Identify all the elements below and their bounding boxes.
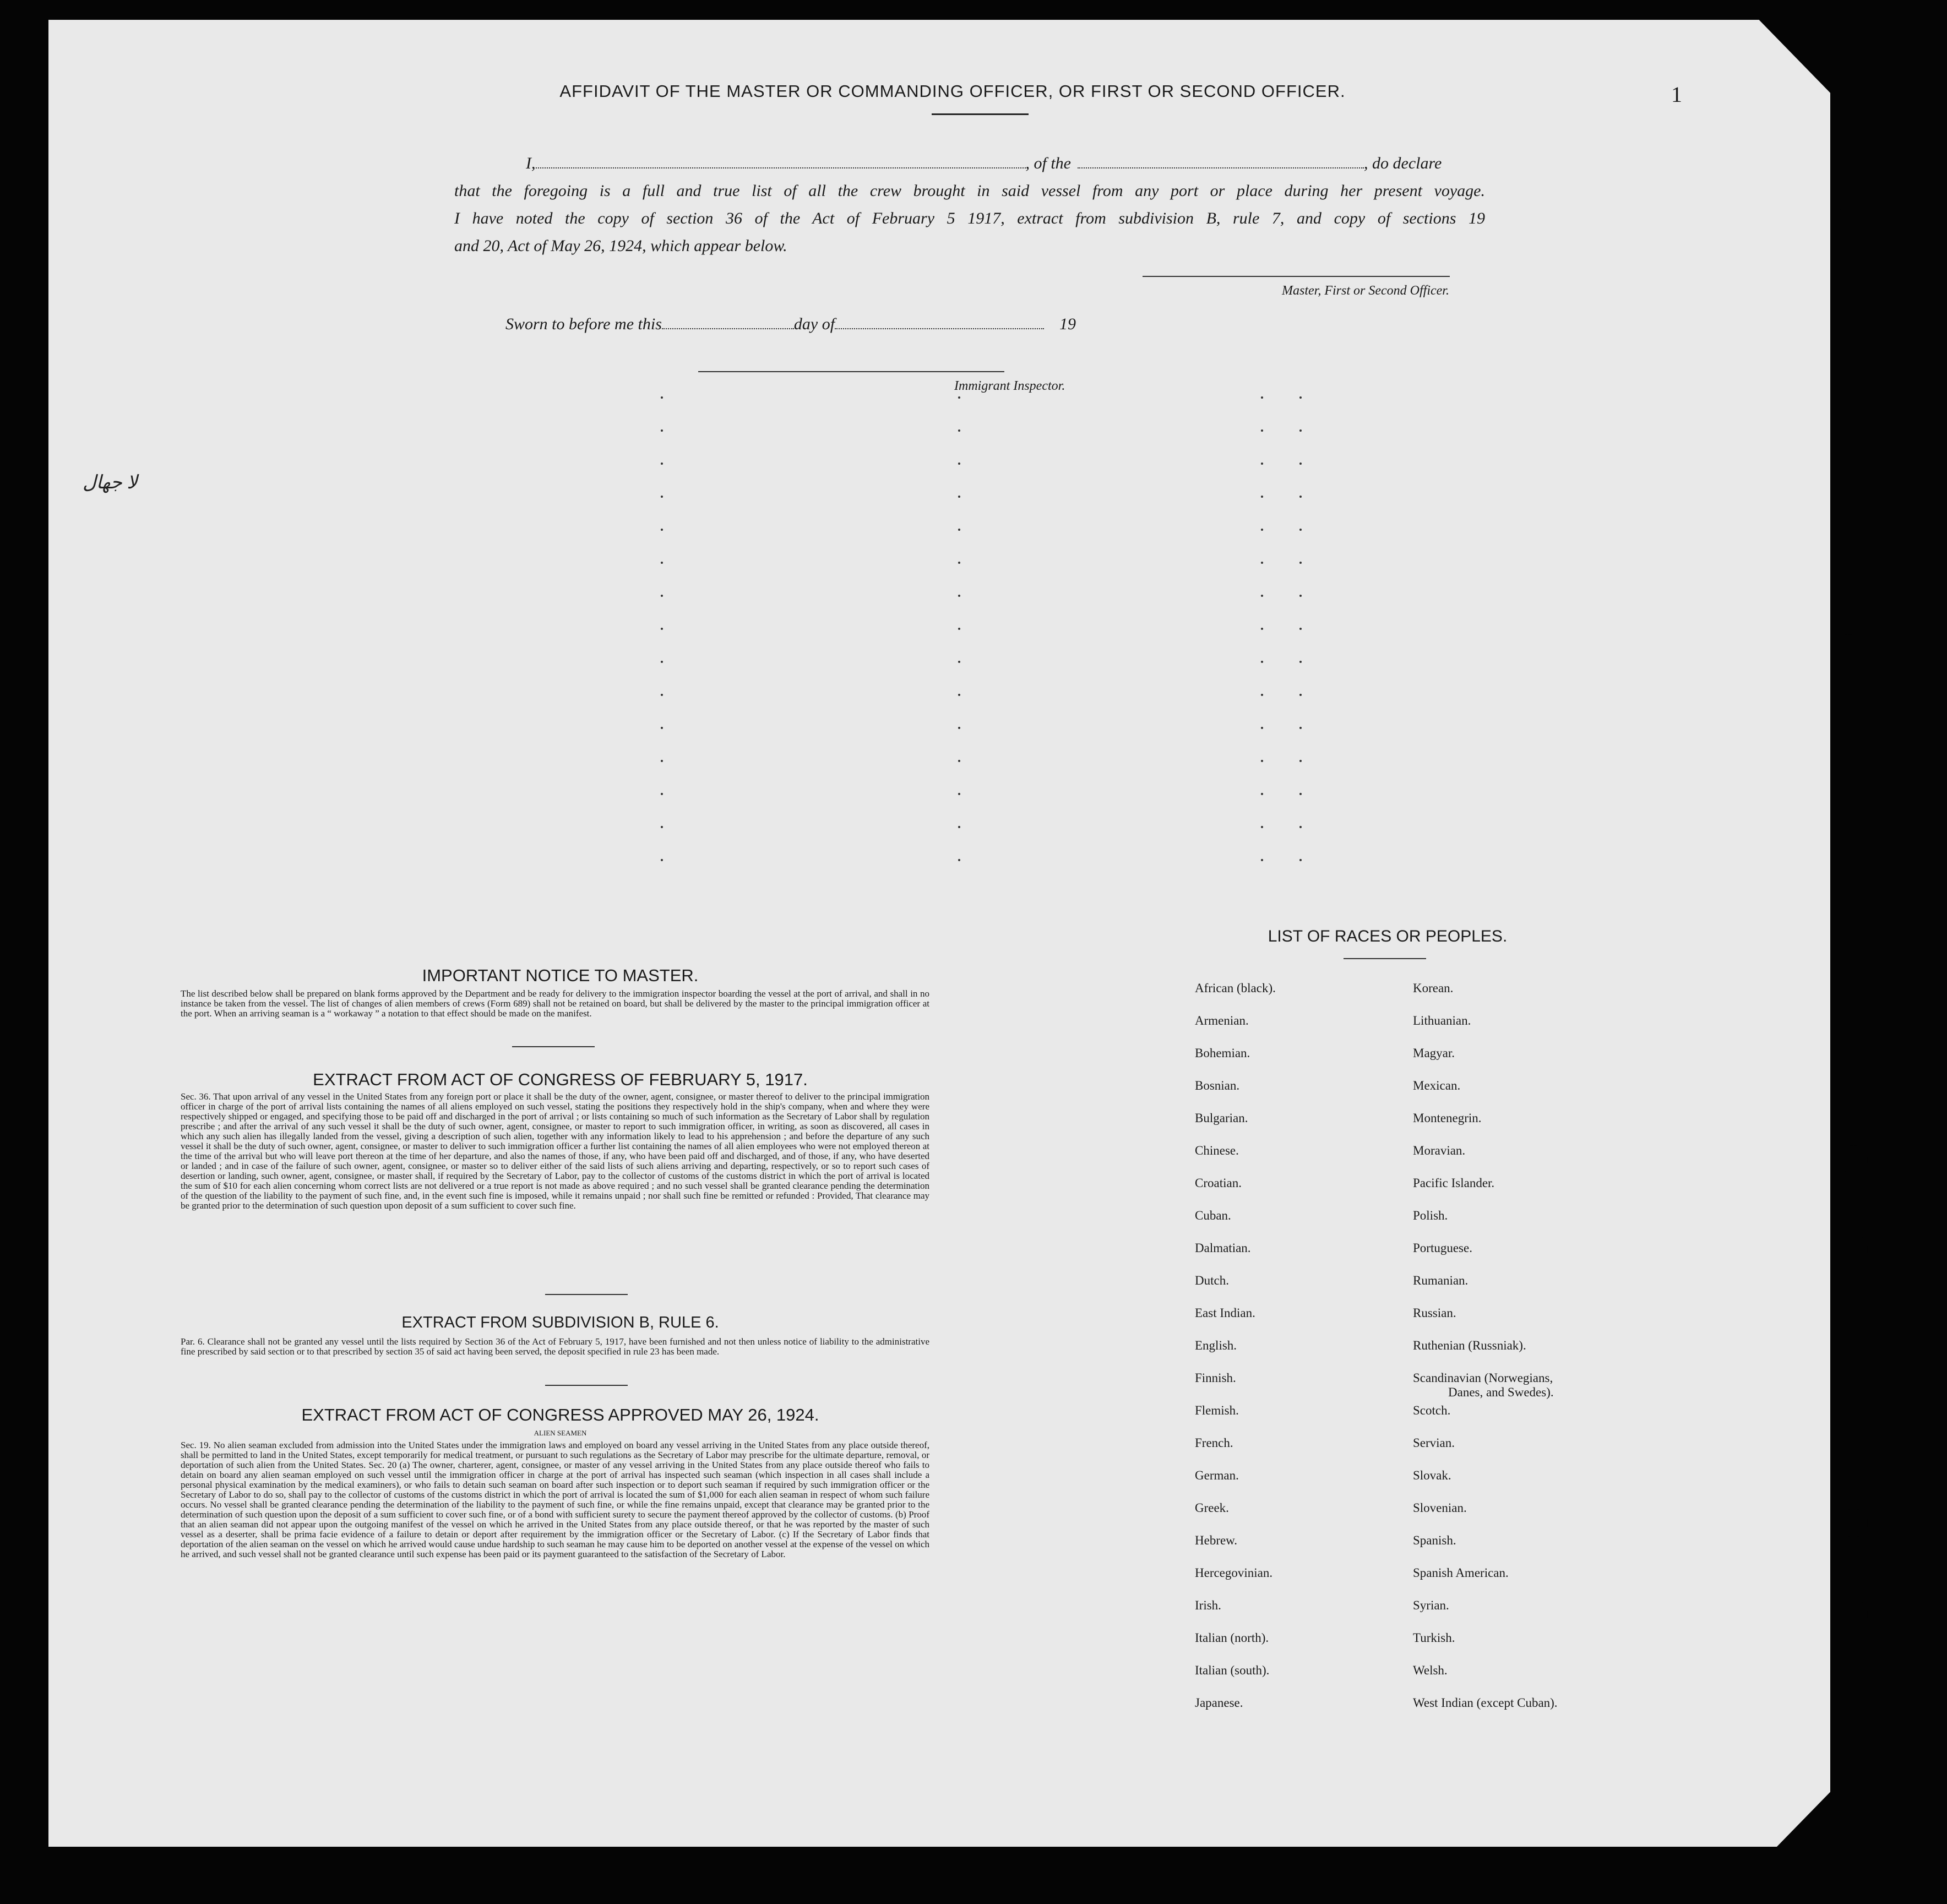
subdivision-title: EXTRACT FROM SUBDIVISION B, RULE 6.: [401, 1314, 719, 1331]
column-dot: [1261, 661, 1263, 663]
column-dot: [661, 496, 663, 498]
subdivision-text: Par. 6. Clearance shall not be granted any vessel until the lists required by Section 36 of the Act of February 5, 1917, have been furnished and not then unless notice of liability to the administrative fine prescribed by said section or to that prescribed by section 35 of said act having been served, the deposit specified in rule 23 has been made.: [181, 1336, 929, 1357]
race-item-right: Scotch.: [1413, 1403, 1451, 1417]
race-item-right: Magyar.: [1413, 1046, 1455, 1060]
column-dot: [661, 463, 663, 465]
race-item-right: Korean.: [1413, 981, 1454, 995]
race-item-right: Moravian.: [1413, 1144, 1466, 1157]
master-signature-line[interactable]: [1143, 276, 1450, 277]
race-item-right: Portuguese.: [1413, 1241, 1472, 1255]
column-dot: [958, 463, 960, 465]
race-item-left: French.: [1195, 1436, 1233, 1450]
race-item-left: African (black).: [1195, 981, 1276, 995]
page-number: 1: [1671, 82, 1682, 107]
column-dot: [661, 396, 663, 399]
column-dot: [958, 496, 960, 498]
column-dot: [1261, 694, 1263, 696]
column-dot: [1261, 859, 1263, 861]
notice-title: IMPORTANT NOTICE TO MASTER.: [422, 966, 699, 985]
race-item-right: Mexican.: [1413, 1079, 1461, 1092]
punch-hole: [1834, 271, 1862, 300]
column-dot: [661, 628, 663, 630]
column-dot: [1299, 496, 1302, 498]
race-item-left: Finnish.: [1195, 1371, 1236, 1385]
column-dot: [661, 826, 663, 828]
race-item-left: Hebrew.: [1195, 1533, 1238, 1547]
race-item-right: Welsh.: [1413, 1663, 1448, 1677]
column-dot: [661, 760, 663, 762]
punch-hole: [1839, 1600, 1868, 1628]
sworn-day-field[interactable]: [662, 318, 794, 329]
column-dot: [958, 529, 960, 531]
title-rule: [932, 113, 1029, 115]
column-dot: [1299, 562, 1302, 564]
race-item-right: Polish.: [1413, 1209, 1448, 1222]
column-dot: [958, 727, 960, 729]
race-item-left: Italian (south).: [1195, 1663, 1270, 1677]
punch-hole: [1834, 544, 1862, 573]
column-dot: [1261, 529, 1263, 531]
column-dot: [1299, 429, 1302, 432]
race-item-left: Bulgarian.: [1195, 1111, 1248, 1125]
punch-hole: [1834, 634, 1862, 663]
column-dot: [661, 859, 663, 861]
extract-1924-subtitle: ALIEN SEAMEN: [534, 1429, 587, 1437]
race-item-right: Ruthenian (Russniak).: [1413, 1339, 1526, 1352]
race-item-left: Cuban.: [1195, 1209, 1231, 1222]
race-item-left: Armenian.: [1195, 1014, 1249, 1027]
extract-1917-text: Sec. 36. That upon arrival of any vessel in the United States from any foreign port or place it shall be the duty of the owner, agent, consignee, or master thereof to deliver to the principal immigration officer in charge of the port of arrival lists containing the names of all aliens employed on such vessel, stating the positions they respectively hold in the ship's company, when and where they were respectively shipped or engaged, and specifying those to be paid off and discharged in the port of arrival ; or lists containing so much of such information as the Secretary of Labor shall by regulation prescribe ; and after the arrival of any such vessel it shall be the duty of such owner, agent, consignee, or master to report to such immigration officer, in writing, as soon as discovered, all cases in which any such alien has illegally landed from the vessel, giving a description of such alien, together with any information likely to lead to his apprehension ; and before the departure of any such vessel it shall be the duty of such owner, agent, consignee, or master to deliver to such immigration officer a further list containing the names of all alien employees who were not employed thereon at the time of the arrival but who will leave port thereon at the time of her departure, and also the names of those, if any, who have been paid off and discharged, and of those, if any, who have deserted or landed ; and in case of the failure of such owner, agent, consignee, or master so to deliver either of the said lists of such aliens arriving and departing, respectively, or so to report such cases of desertion or landing, such owner, agent, consignee, or master shall, if required by the Secretary of Labor, pay to the collector of customs of the customs district in which the port of arrival is located the sum of $10 for each alien concerning whom correct lists are not delivered or a true report is not made as above required ; and no such vessel shall be granted clearance pending the determination of the question of the liability to the payment of such fine, and, in the event such fine is imposed, while it remains unpaid ; nor shall such fine be remitted or refunded : Provided, That clearance may be granted prior to the determination of such question upon deposit of a sum sufficient to cover such fine.: [181, 1091, 929, 1211]
notice-rule: [512, 1046, 595, 1047]
sworn-line: [505, 315, 1076, 334]
affidavit-title: AFFIDAVIT OF THE MASTER OR COMMANDING OFFICER, OR FIRST OR SECOND OFFICER.: [559, 81, 1346, 101]
race-item-right: Lithuanian.: [1413, 1014, 1471, 1027]
affidavit-line-2: that the foregoing is a full and true list of all the crew brought in said vessel from any port or place during her present voyage.: [454, 182, 1485, 200]
race-scandinavian-cont: Danes, and Swedes).: [1448, 1385, 1554, 1399]
column-dot: [1261, 429, 1263, 432]
column-dot: [661, 562, 663, 564]
column-dot: [661, 661, 663, 663]
punch-hole: [1839, 1234, 1868, 1263]
races-title: LIST OF RACES OR PEOPLES.: [1268, 927, 1508, 945]
race-item-left: Italian (north).: [1195, 1631, 1269, 1645]
column-dot: [958, 661, 960, 663]
sworn-day-of: day of: [793, 315, 835, 333]
affidavit-line-3: I have noted the copy of section 36 of the Act of February 5 1917, extract from subdivision B, rule 7, and copy of sections 19: [454, 209, 1485, 227]
column-dot: [1299, 727, 1302, 729]
column-dot: [958, 562, 960, 564]
race-item-left: English.: [1195, 1339, 1237, 1352]
column-dot: [1261, 562, 1263, 564]
punch-hole: [1834, 183, 1862, 211]
notice-text: The list described below shall be prepared on blank forms approved by the Department and be ready for delivery to the immigration inspector boarding the vessel at the port of arrival, and shall in no instance be taken from the vessel. The list of changes of alien members of crews (Form 689) shall not be retained on board, but shall be delivered by the master to the principal immigration officer at the port. When an arriving seaman is a “ workaway ” a notation to that effect should be made on the manifest.: [181, 988, 929, 1019]
column-dot: [1299, 826, 1302, 828]
race-item-right: Slovenian.: [1413, 1501, 1467, 1515]
column-dot: [1261, 463, 1263, 465]
column-dot: [1299, 694, 1302, 696]
column-dot: [958, 859, 960, 861]
column-dot: [1261, 496, 1263, 498]
column-dot: [661, 529, 663, 531]
race-item-right: Slovak.: [1413, 1468, 1451, 1482]
column-dot: [1299, 859, 1302, 861]
race-item-left: German.: [1195, 1468, 1239, 1482]
column-dot: [958, 396, 960, 399]
column-dot: [1299, 529, 1302, 531]
inspector-label: Immigrant Inspector.: [954, 379, 1065, 393]
affidavit-line-1: [454, 150, 1485, 177]
column-dot: [661, 793, 663, 795]
extract-1917-title: EXTRACT FROM ACT OF CONGRESS OF FEBRUARY 5, 1917.: [313, 1070, 808, 1089]
race-item-left: Dutch.: [1195, 1274, 1229, 1287]
race-item-left: Chinese.: [1195, 1144, 1239, 1157]
race-item-left: Japanese.: [1195, 1696, 1243, 1710]
column-dot: [1261, 628, 1263, 630]
sworn-month-field[interactable]: [835, 318, 1044, 329]
column-dot: [1261, 595, 1263, 597]
column-dot: [661, 727, 663, 729]
race-item-right: Spanish American.: [1413, 1566, 1509, 1580]
sworn-year: 19: [1059, 315, 1076, 333]
affidavit-do-declare: , do declare: [1364, 154, 1442, 172]
handwritten-margin-note: لا جهال: [83, 472, 138, 493]
race-item-left: East Indian.: [1195, 1306, 1255, 1320]
master-signature-label: Master, First or Second Officer.: [1282, 284, 1449, 298]
race-item-right: Servian.: [1413, 1436, 1455, 1450]
race-item-right: Scandinavian (Norwegians,: [1413, 1371, 1553, 1385]
column-dot: [661, 694, 663, 696]
column-dot: [1261, 793, 1263, 795]
affidavit-i: I,: [526, 154, 536, 172]
race-item-right: Pacific Islander.: [1413, 1176, 1495, 1190]
column-dot: [1299, 793, 1302, 795]
punch-hole: [1839, 1509, 1868, 1537]
column-dot: [1299, 760, 1302, 762]
race-item-left: Flemish.: [1195, 1403, 1239, 1417]
race-item-left: Croatian.: [1195, 1176, 1242, 1190]
race-item-left: Irish.: [1195, 1598, 1221, 1612]
extract-1924-text: Sec. 19. No alien seaman excluded from admission into the United States under the immigration laws and employed on board any vessel arriving in the United States from any place outside thereof, shall be permitted to land in the United States, except temporarily for medical treatment, or pursuant to such regulations as the Secretary of Labor may prescribe for the ultimate departure, removal, or deportation of such alien from the United States. Sec. 20 (a) The owner, charterer, agent, consignee, or master of any vessel arriving in the United States from any place outside thereof who fails to detain on board any alien seaman employed on such vessel until the immigration officer in charge at the port of arrival has inspected such seaman (which inspection in all cases shall include a personal physical examination by the medical examiners), or who fails to detain such seaman on board after such inspection or to deport such seaman if required by such immigration officer or the Secretary of Labor to do so, shall pay to the collector of customs of the customs district in which the port of arrival is located the sum of $1,000 for each alien seaman in respect of whom such failure occurs. No vessel shall be granted clearance pending the determination of the liability to the payment of such fine, or while the fine remains unpaid, except that clearance may be granted prior to the determination of such question upon the deposit of a sum sufficient to cover such fine, or of a bond with sufficient surety to secure the payment thereof approved by the collector of customs. (b) Proof that an alien seaman did not appear upon the outgoing manifest of the vessel on which he arrived in the United States from any place outside thereof, or that he was reported by the master of such vessel as a deserter, shall be prima facie evidence of a failure to detain or deport after requirement by the immigration officer or the Secretary of Labor. (c) If the Secretary of Labor finds that deportation of the alien seaman on the vessel on which he arrived would cause undue hardship to such seaman he may cause him to be deported on another vessel at the expense of the vessel on which he arrived, and such vessel shall not be granted clearance until such expense has been paid or its payment guaranteed to the satisfaction of the Secretary of Labor.: [181, 1440, 929, 1559]
name-field[interactable]: [536, 157, 1026, 168]
race-item-left: Bohemian.: [1195, 1046, 1250, 1060]
extract-1924-title: EXTRACT FROM ACT OF CONGRESS APPROVED MAY 26, 1924.: [301, 1405, 819, 1424]
race-item-right: Russian.: [1413, 1306, 1456, 1320]
race-item-left: Hercegovinian.: [1195, 1566, 1273, 1580]
affidavit-text: [454, 150, 1485, 260]
column-dot: [958, 628, 960, 630]
race-item-left: Dalmatian.: [1195, 1241, 1251, 1255]
race-item-right: Rumanian.: [1413, 1274, 1469, 1287]
race-item-right: Spanish.: [1413, 1533, 1456, 1547]
column-dot: [1299, 595, 1302, 597]
affidavit-of-the: , of the: [1025, 154, 1071, 172]
race-item-left: Bosnian.: [1195, 1079, 1240, 1092]
column-dot: [1299, 628, 1302, 630]
column-dot: [958, 760, 960, 762]
column-dot: [1299, 396, 1302, 399]
column-dot: [1261, 396, 1263, 399]
column-dot: [958, 826, 960, 828]
races-rule: [1344, 958, 1426, 959]
extract-1917-rule: [545, 1294, 628, 1295]
column-dot: [1261, 727, 1263, 729]
column-dot: [1261, 826, 1263, 828]
race-item-right: West Indian (except Cuban).: [1413, 1696, 1558, 1710]
affidavit-line-4: and 20, Act of May 26, 1924, which appear below.: [454, 237, 787, 255]
column-dot: [958, 429, 960, 432]
column-dot: [1299, 463, 1302, 465]
race-item-left: Greek.: [1195, 1501, 1229, 1515]
column-dot: [661, 595, 663, 597]
column-dot: [958, 694, 960, 696]
race-item-right: Syrian.: [1413, 1598, 1449, 1612]
punch-hole: [1839, 1145, 1868, 1174]
subdivision-rule: [545, 1385, 628, 1386]
sworn-label: Sworn to before me this: [505, 315, 662, 333]
vessel-field[interactable]: [1078, 157, 1364, 168]
race-item-right: Montenegrin.: [1413, 1111, 1482, 1125]
column-dot: [958, 595, 960, 597]
column-dot: [958, 793, 960, 795]
column-dot: [1261, 760, 1263, 762]
race-item-right: Turkish.: [1413, 1631, 1455, 1645]
inspector-signature-line[interactable]: [698, 371, 1004, 372]
column-dot: [661, 429, 663, 432]
column-dot: [1299, 661, 1302, 663]
